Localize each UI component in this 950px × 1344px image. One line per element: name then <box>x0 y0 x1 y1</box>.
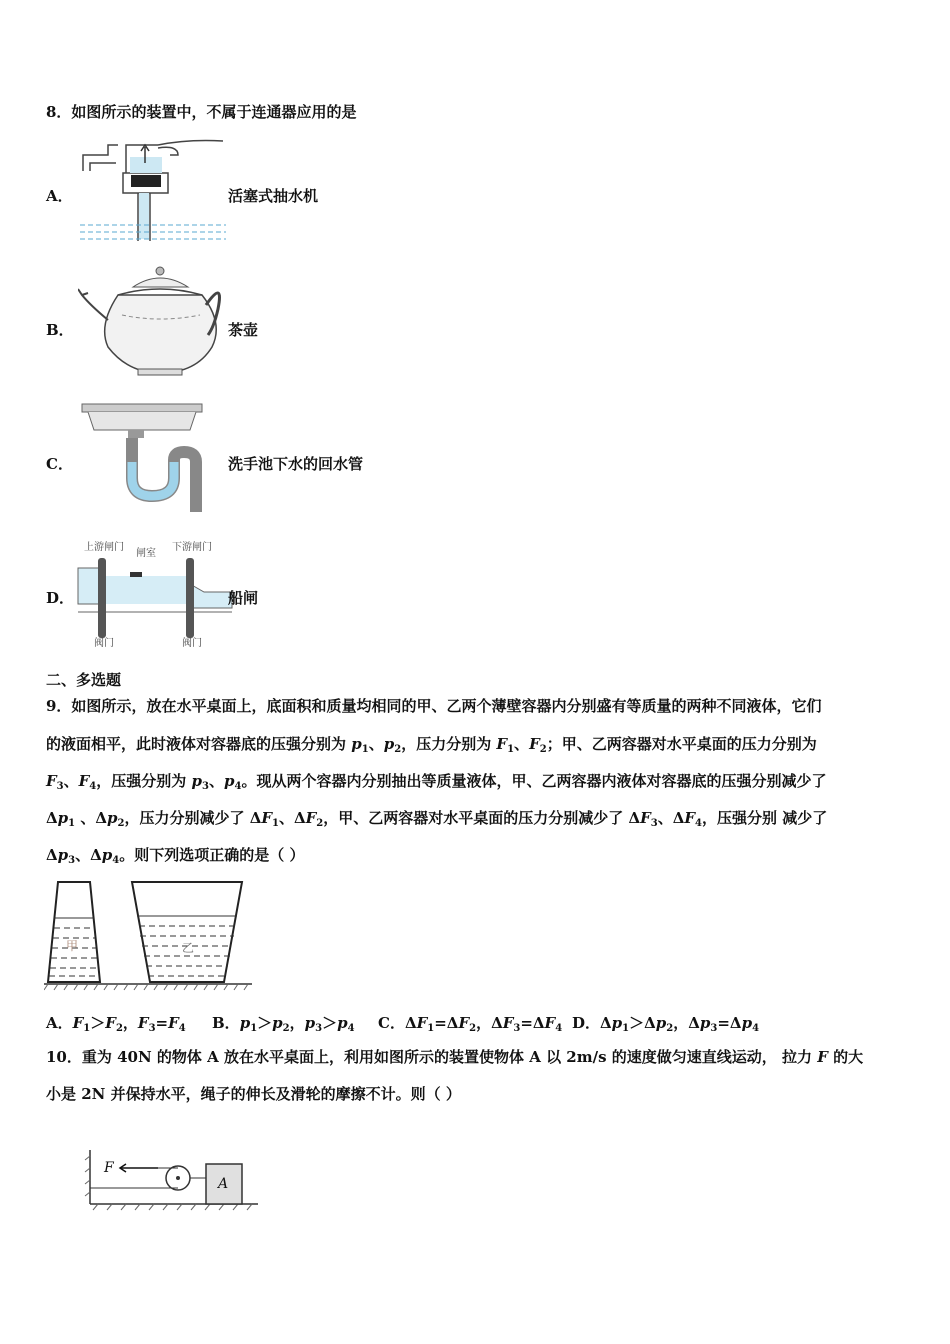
q9-option-b[interactable]: B．$p_1>p_2$，$p_3>p_4$ <box>212 1014 355 1034</box>
q8-option-d-letter[interactable]: D． <box>46 589 75 607</box>
q8-option-c-letter[interactable]: C． <box>46 455 73 473</box>
q8-stem: 8．如图所示的装置中，不属于连通器应用的是 <box>46 103 357 121</box>
q9-line-3: $F_3$、$F_4$，压强分别为 $p_3$、$p_4$。现从两个容器内分别抽出等质量液体，甲、乙两容器内液体对容器底的压强分别减少了 <box>46 772 827 792</box>
piston-pump-figure <box>78 133 228 248</box>
q9-option-c[interactable]: C．$\Delta F_1=\Delta F_2$，$\Delta F_3=\Delta F_4$ <box>378 1014 563 1034</box>
lock-upstream-label: 上游闸门 <box>84 542 124 553</box>
q8-option-d-text: 船闸 <box>228 589 259 607</box>
q9-option-d[interactable]: D．$\Delta p_1>\Delta p_2$，$\Delta p_3=\Delta p_4$ <box>572 1014 760 1034</box>
ship-lock-figure <box>74 536 234 648</box>
q10-line-1: 10．重为 40N 的物体 A 放在水平桌面上，利用如图所示的装置使物体 A 以 2m/s 的速度做匀速直线运动， 拉力 F 的大 <box>46 1048 864 1066</box>
section-title: 二、多选题 <box>46 671 122 689</box>
q9-line-2: 的液面相平，此时液体对容器底的压强分别为 $p_1$、$p_2$，压力分别为 $F_1$、$F_2$；甲、乙两容器对水平桌面的压力分别为 <box>46 735 817 755</box>
q9-line-4: $\Delta p_1$ 、$\Delta p_2$，压力分别减少了 $\Delta F_1$、$\Delta F_2$，甲、乙两容器对水平桌面的压力分别减少了 $\Delta F_3$、$\Delta F_4$，压强分别 减少了 <box>46 809 828 829</box>
container-left-label: 甲 <box>66 939 79 953</box>
lock-downstream-label: 下游闸门 <box>172 542 212 553</box>
containers-figure <box>44 878 254 994</box>
q10-line-2: 小是 2N 并保持水平，绳子的伸长及滑轮的摩擦不计。则（ ） <box>46 1085 461 1103</box>
q8-option-b-letter[interactable]: B． <box>46 321 74 339</box>
force-label: F <box>104 1160 114 1176</box>
teapot-figure <box>78 265 228 380</box>
sink-trap-figure <box>78 400 228 515</box>
q8-option-b-text: 茶壶 <box>228 321 259 339</box>
lock-gate-left-label: 阀门 <box>94 638 114 648</box>
lock-chamber-label: 闸室 <box>136 548 156 559</box>
container-right-label: 乙 <box>182 941 195 955</box>
lock-gate-right-label: 阀门 <box>182 638 202 648</box>
q9-line-5: $\Delta p_3$、$\Delta p_4$。则下列选项正确的是（ ） <box>46 846 305 866</box>
q8-option-a-text: 活塞式抽水机 <box>228 187 319 205</box>
q9-option-a[interactable]: A．$F_1>F_2$，$F_3=F_4$ <box>46 1014 186 1034</box>
q8-option-a-letter[interactable]: A． <box>46 187 73 205</box>
q8-option-c-text: 洗手池下水的回水管 <box>228 455 364 473</box>
q9-line-1: 9．如图所示，放在水平桌面上，底面积和质量均相同的甲、乙两个薄壁容器内分别盛有等质量的两种不同液体，它们 <box>46 697 822 715</box>
pulley-figure <box>84 1146 262 1216</box>
block-label: A <box>218 1176 229 1192</box>
